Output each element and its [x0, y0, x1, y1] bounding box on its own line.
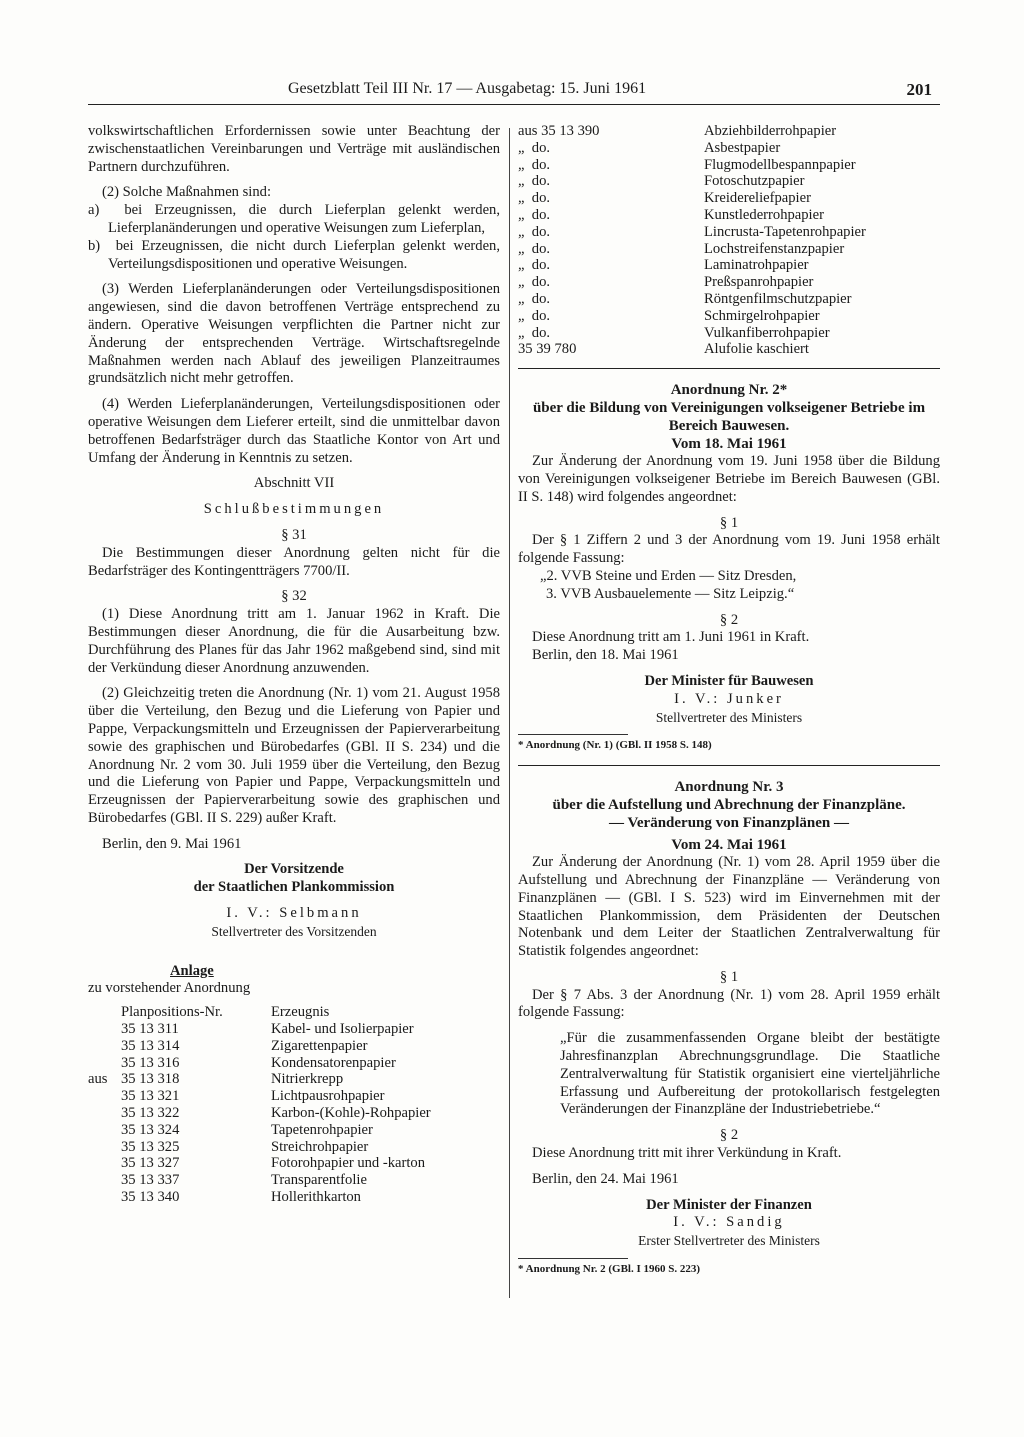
signer-name: I. V.: Junker — [674, 690, 784, 707]
table-row — [518, 257, 866, 274]
column-header: Erzeugnis — [271, 1004, 330, 1021]
ordinance-3-subject: über die Aufstellung und Abrechnung der Finanzpläne. — [552, 797, 906, 814]
section-divider — [518, 368, 940, 369]
signer-role: Erster Stellvertreter des Ministers — [638, 1233, 820, 1249]
footnote-rule — [518, 1258, 628, 1259]
table-cell-nr: 35 13 327 — [121, 1155, 180, 1172]
table-cell-prefix — [88, 1122, 121, 1139]
table-row — [518, 325, 866, 342]
signer-title: Der Minister für Bauwesen — [644, 672, 814, 689]
paragraph-continuation: volkswirtschaftlichen Erfordernissen sowie unter Beachtung der zwischenstaatlichen Vereinbarungen und Verträge mit ausländischen Partnern durchzuführen. — [88, 123, 500, 175]
table-cell-nr: 35 13 337 — [121, 1172, 180, 1189]
column-header: Planpositions-Nr. — [121, 1004, 223, 1021]
table-cell-nr: „ do. — [518, 223, 551, 240]
table-cell-prefix: aus — [88, 1071, 108, 1088]
section-subheading: Schlußbestimmungen — [203, 501, 385, 518]
paragraph-2: (2) Solche Maßnahmen sind: — [102, 184, 272, 201]
ordinance-2-title: Anordnung Nr. 2* — [670, 382, 788, 399]
footnote-rule — [518, 734, 628, 735]
page-header — [88, 80, 940, 105]
ordinance-2-subject: über die Bildung von Vereinigungen volkseigener Betriebe im Bereich Bauwesen. — [532, 400, 926, 435]
table-cell-nr: 35 13 321 — [121, 1088, 180, 1105]
signer-name: I. V.: Sandig — [673, 1214, 785, 1231]
table-row — [88, 1071, 431, 1088]
table-cell-name: Röntgenfilmschutzpapier — [704, 290, 852, 307]
table-row — [518, 157, 866, 174]
table-cell-name: Hollerithkarton — [271, 1189, 361, 1206]
table-cell-nr: 35 13 324 — [121, 1121, 180, 1138]
table-cell-name: Vulkanfiberrohpapier — [704, 324, 830, 341]
table-cell-prefix — [88, 1055, 121, 1072]
paragraph-symbol: § 1 — [719, 514, 739, 531]
paragraph-symbol: § 2 — [719, 611, 739, 628]
ordinance-2-intro: Zur Änderung der Anordnung vom 19. Juni 1958 über die Bildung von Vereinigungen volkseigener Betriebe im Bereich Bauwesen (GBl. II S. 148) wird folgendes angeordnet: — [518, 453, 940, 505]
footnote: * Anordnung Nr. 2 (GBl. I 1960 S. 223) — [518, 1263, 701, 1276]
table-cell-prefix — [88, 1189, 121, 1206]
paragraph-symbol: § 1 — [719, 968, 739, 985]
table-cell-prefix — [88, 1172, 121, 1189]
list-item-a — [88, 202, 500, 238]
section-32-para-1: (1) Diese Anordnung tritt am 1. Januar 1962 in Kraft. Die Bestimmungen dieser Anordnung, die für die Ausarbeitung bzw. Durchführung des Planes für das Jahr 1962 maßgebend sind, sind mit der Verkündung dieser Anordnung anzuwenden. — [88, 606, 500, 676]
table-row — [88, 1021, 431, 1038]
table-row — [88, 1189, 431, 1206]
table-header-row — [88, 1004, 431, 1021]
table-cell-name: Fotorohpapier und -karton — [271, 1155, 426, 1172]
table-cell-nr: 35 39 780 — [518, 341, 577, 358]
table-cell-name: Abziehbilderrohpapier — [704, 123, 837, 139]
table-cell-name: Tapetenrohpapier — [271, 1121, 373, 1138]
table-cell-prefix — [88, 1155, 121, 1172]
table-row — [88, 1155, 431, 1172]
table-cell-nr: „ do. — [518, 257, 551, 274]
table-cell-name: Flugmodellbespannpapier — [704, 156, 856, 173]
paragraph-4: (4) Werden Lieferplanänderungen, Verteilungsdispositionen oder operative Weisungen dem Lieferer erteilt, sind die unmittelbar davon betroffenen Bedarfsträger durch das Staatliche Kontor von Art und Umfang der Änderung in Kenntnis zu setzen. — [88, 396, 500, 466]
table-cell-nr: „ do. — [518, 274, 551, 291]
left-column — [88, 123, 500, 1206]
table-row — [88, 1105, 431, 1122]
table-cell-name: Kabel- und Isolierpapier — [271, 1021, 414, 1038]
table-row — [88, 1088, 431, 1105]
list-item-b — [88, 238, 500, 274]
place-date: Berlin, den 24. Mai 1961 — [532, 1170, 679, 1187]
paragraph-symbol-31: § 31 — [281, 526, 307, 543]
table-cell-name: Kreidereliefpapier — [704, 190, 811, 207]
ordinance-2-date: Vom 18. Mai 1961 — [671, 436, 787, 453]
table-cell-nr: 35 13 311 — [121, 1021, 179, 1038]
table-row — [518, 207, 866, 224]
table-cell-nr: 35 13 325 — [121, 1138, 180, 1155]
table-row — [88, 1122, 431, 1139]
signer-role: Stellvertreter des Ministers — [655, 709, 803, 725]
table-cell-name: Laminatrohpapier — [704, 257, 809, 274]
paragraph-3: (3) Werden Lieferplanänderungen oder Verteilungsdispositionen angewiesen, sind die davon betroffenen Verträge entsprechend zu ändern. Operative Weisungen verpflichten die Partner nicht zur Änderung der entsprechenden Verträge. Wirtschaftsregelnde Maßnahmen werden nach Ablauf des jeweiligen Planzeitraumes grundsätzlich nicht mehr getroffen. — [88, 281, 500, 387]
place-date: Berlin, den 18. Mai 1961 — [532, 647, 679, 664]
table-row — [518, 291, 866, 308]
table-row — [518, 341, 866, 358]
signer-name: I. V.: Selbmann — [226, 905, 362, 922]
table-row — [88, 1055, 431, 1072]
page-number: 201 — [906, 80, 932, 99]
table-row — [518, 308, 866, 325]
table-cell-nr: „ do. — [518, 290, 551, 307]
ordinance-2-s1-text: Der § 1 Ziffern 2 und 3 der Anordnung vom 19. Juni 1958 erhält folgende Fassung: — [518, 532, 940, 567]
table-row — [518, 190, 866, 207]
ordinance-2-s2-text: Diese Anordnung tritt am 1. Juni 1961 in Kraft. — [532, 629, 810, 646]
table-cell-name: Fotoschutzpapier — [704, 173, 805, 190]
table-cell-name: Lochstreifenstanzpapier — [704, 240, 845, 257]
ordinance-3-s2-text: Diese Anordnung tritt mit ihrer Verkündung in Kraft. — [532, 1145, 842, 1162]
table-cell-name: Kunstlederrohpapier — [704, 206, 824, 223]
paragraph-symbol-32: § 32 — [281, 588, 307, 605]
annex-table — [88, 1004, 431, 1206]
signer-role: Stellvertreter des Vorsitzenden — [211, 923, 377, 939]
table-cell-nr: „ do. — [518, 240, 551, 257]
table-cell-name: Zigarettenpapier — [271, 1037, 368, 1054]
list-text: bei Erzeugnissen, die nicht durch Lieferplan gelenkt werden, Verteilungsdispositionen und operative Weisungen. — [108, 237, 501, 272]
table-cell-name: Lichtpausrohpapier — [271, 1088, 385, 1105]
table-cell-nr: „ do. — [518, 156, 551, 173]
table-cell-nr: „ do. — [518, 173, 551, 190]
table-cell-nr: „ do. — [518, 139, 551, 156]
quote-line: 3. VVB Ausbauelemente — Sitz Leipzig.“ — [546, 585, 795, 602]
ordinance-3-title: Anordnung Nr. 3 — [674, 779, 784, 796]
table-cell-prefix — [88, 1088, 121, 1105]
table-cell-nr: 35 13 318 — [121, 1071, 180, 1088]
list-label: a) — [88, 202, 100, 219]
ordinance-3-date: Vom 24. Mai 1961 — [671, 837, 787, 854]
quote-line: „2. VVB Steine und Erden — Sitz Dresden, — [540, 567, 797, 584]
section-32-para-2: (2) Gleichzeitig treten die Anordnung (Nr. 1) vom 21. August 1958 über die Verteilung, den Bezug und die Lieferung von Papier und Pappe, Verpackungsmitteln und Erzeugnissen der Papierverarbeitung sowie des graphischen und Bürobedarfes (GBl. II S. 234) und die Anordnung Nr. 2 vom 30. Juli 1959 über die Verteilung, den Bezug und die Lieferung von Papier und Pappe, Verpackungsmitteln und Erzeugnissen der Papierverarbeitung sowie des graphischen und Bürobedarfes (GBl. II S. 229) außer Kraft. — [88, 685, 500, 826]
table-cell-name: Streichrohpapier — [271, 1138, 369, 1155]
table-cell-prefix — [88, 1139, 121, 1156]
signer-title: Der Vorsitzende — [244, 861, 344, 878]
table-cell-name: Asbestpapier — [704, 139, 781, 156]
table-cell-prefix — [88, 1021, 121, 1038]
table-cell-name: Lincrusta-Tapetenrohpapier — [704, 223, 866, 240]
table-row — [88, 1038, 431, 1055]
signer-title: Der Minister der Finanzen — [646, 1196, 812, 1213]
right-column — [518, 123, 940, 1279]
section-divider — [518, 765, 940, 766]
list-label: b) — [88, 237, 101, 254]
table-row — [88, 1172, 431, 1189]
section-heading: Abschnitt VII — [253, 475, 335, 492]
header-title: Gesetzblatt Teil III Nr. 17 — Ausgabetag: 15. Juni 1961 — [288, 80, 647, 97]
table-cell-name: Alufolie kaschiert — [704, 341, 809, 358]
annex-table-continued — [518, 123, 866, 358]
table-cell-name: Preßspanrohpapier — [704, 274, 814, 291]
table-row — [518, 224, 866, 241]
table-row — [88, 1139, 431, 1156]
paragraph-symbol: § 2 — [719, 1127, 739, 1144]
list-text: bei Erzeugnissen, die durch Lieferplan gelenkt werden, Lieferplanänderungen und operative Weisungen zum Lieferplan, — [108, 202, 500, 236]
ordinance-3-subtitle: — Veränderung von Finanzplänen — — [608, 815, 850, 832]
table-cell-nr: 35 13 314 — [121, 1037, 180, 1054]
place-date: Berlin, den 9. Mai 1961 — [102, 835, 242, 852]
table-row — [518, 140, 866, 157]
table-cell-nr: aus 35 13 390 — [518, 123, 600, 139]
table-cell-nr: „ do. — [518, 324, 551, 341]
table-row — [518, 123, 866, 140]
table-cell-nr: 35 13 322 — [121, 1105, 180, 1122]
table-cell-name: Schmirgelrohpapier — [704, 307, 820, 324]
annex-title: Anlage — [170, 962, 214, 979]
table-cell-name: Kondensatorenpapier — [271, 1054, 396, 1071]
table-cell-name: Nitrierkrepp — [271, 1071, 344, 1088]
table-cell-name: Transparentfolie — [271, 1172, 367, 1189]
table-cell-nr: 35 13 316 — [121, 1054, 180, 1071]
table-row — [518, 241, 866, 258]
column-divider — [509, 128, 510, 1298]
table-row — [518, 173, 866, 190]
table-cell-nr: 35 13 340 — [121, 1189, 180, 1206]
table-cell-nr: „ do. — [518, 190, 551, 207]
ordinance-3-s1-text: Der § 7 Abs. 3 der Anordnung (Nr. 1) vom 28. April 1959 erhält folgende Fassung: — [518, 986, 940, 1021]
table-cell-prefix — [88, 1105, 121, 1122]
table-cell-nr: „ do. — [518, 307, 551, 324]
table-row — [518, 274, 866, 291]
table-cell-name: Karbon-(Kohle)-Rohpapier — [271, 1105, 431, 1122]
section-31-text: Die Bestimmungen dieser Anordnung gelten nicht für die Bedarfsträger des Kontingentträgers 7700/II. — [88, 544, 500, 579]
table-cell-nr: „ do. — [518, 206, 551, 223]
footnote: * Anordnung (Nr. 1) (GBl. II 1958 S. 148) — [518, 739, 712, 752]
signer-title-2: der Staatlichen Plankommission — [193, 879, 395, 896]
annex-subtitle: zu vorstehender Anordnung — [88, 980, 251, 997]
table-cell-prefix — [88, 1038, 121, 1055]
ordinance-3-intro: Zur Änderung der Anordnung (Nr. 1) vom 28. April 1959 über die Aufstellung und Abrechnung der Finanzpläne — Veränderung von Finanzplänen — (GBl. I S. 523) wird im Einvernehmen mit der Staatlichen Plankommission, dem Präsidenten der Deutschen Notenbank und dem Leiter der Staatlichen Zentralverwaltung für Statistik folgendes angeordnet: — [518, 854, 940, 960]
quote-block: „Für die zusammenfassenden Organe bleibt der bestätigte Jahresfinanzplan Abrechnungsgrundlage. Die Staatliche Zentralverwaltung für Statistik organisiert eine vierteljährliche Erfassung und Aufbereitung der protokollarisch festgelegten Veränderungen der Finanzpläne der Industriebetriebe.“ — [560, 1030, 940, 1118]
